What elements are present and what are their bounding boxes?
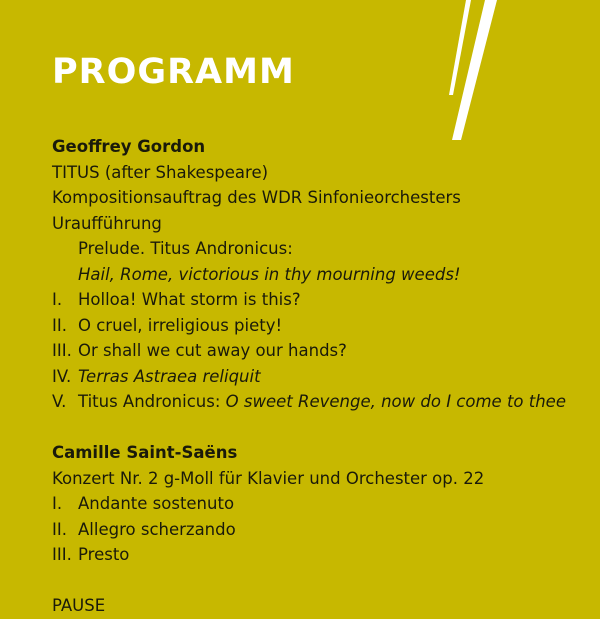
movement-item [52,517,592,543]
movement-item [52,364,592,390]
work-title: Konzert Nr. 2 g-Moll für Klavier und Orchester op. 22 [52,468,485,488]
premiere-note: Uraufführung [52,213,162,233]
spacer [52,415,592,441]
movement-title: Allegro scherzando [78,519,236,539]
movement-title: Holloa! What storm is this? [78,290,301,309]
work-gordon [52,134,592,415]
movement-title: Or shall we cut away our hands? [78,341,347,360]
movement-title: O cruel, irreligious piety! [78,315,283,335]
movement-item [52,491,592,517]
composer-name: Geoffrey Gordon [52,137,206,156]
movement-number: I. [52,290,63,309]
commission-note: Kompositionsauftrag des WDR Sinfonieorchesters [52,188,461,207]
work-saint-saens [52,440,592,568]
movement-title: Presto [78,545,130,564]
movement-title: Andante sostenuto [78,494,235,513]
movement-item [52,389,592,415]
movement-number: III. [52,545,72,564]
movement-number: II. [52,315,67,335]
movement-item [52,338,592,364]
pause-label: PAUSE [52,596,106,615]
movement-item [52,542,592,568]
movement-number: IV. [52,366,72,386]
prelude-quote: Hail, Rome, victorious in thy mourning weeds! [78,264,461,284]
movement-title: Terras Astraea reliquit [78,366,261,386]
work-title: TITUS (after Shakespeare) [52,162,269,182]
stripe-thick [452,0,497,140]
spacer [52,568,592,594]
movement-quote: O sweet Revenge, now do I come to thee [225,392,566,411]
movement-number: III. [52,341,72,360]
movement-number: II. [52,519,67,539]
movement-number: V. [52,392,67,411]
page-title: PROGRAMM [52,52,295,92]
prelude-title: Prelude. Titus Andronicus: [78,239,293,258]
movement-item [52,287,592,313]
composer-name: Camille Saint-Saëns [52,443,238,462]
program-list [52,134,592,619]
movement-title: Titus Andronicus: [78,392,221,411]
movement-number: I. [52,494,63,513]
movement-item [52,313,592,339]
